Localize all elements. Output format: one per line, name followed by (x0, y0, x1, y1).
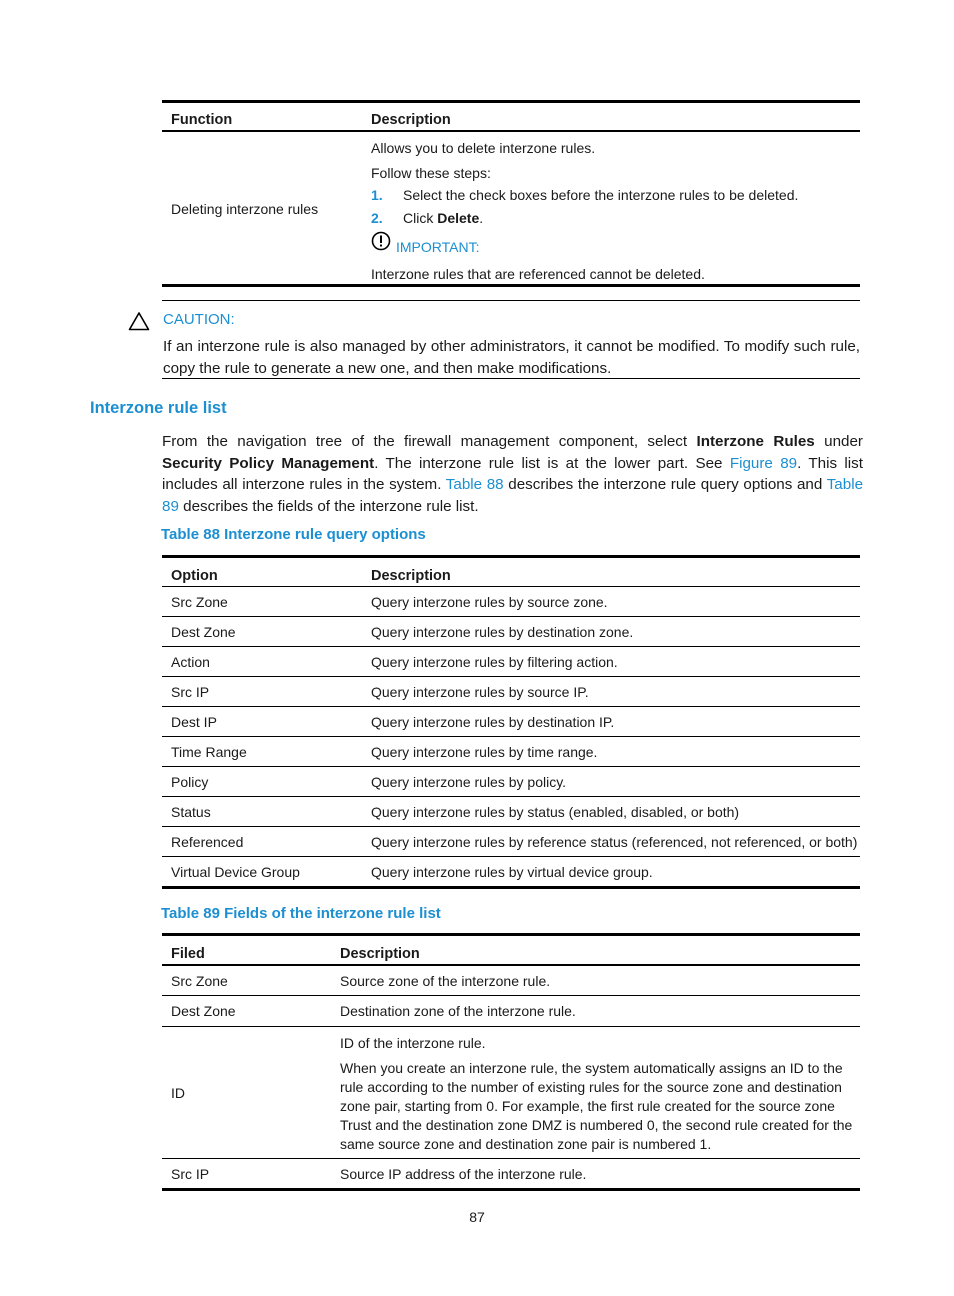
option-cell: Dest Zone (171, 624, 236, 640)
page-number: 87 (469, 1209, 485, 1225)
section-heading: Interzone rule list (90, 399, 227, 417)
option-cell: Policy (171, 774, 209, 790)
caution-top-rule (162, 300, 860, 301)
description-cell: Query interzone rules by reference status (referenced, not referenced, or both) (371, 834, 858, 850)
step-text: Select the check boxes before the interzone rules to be deleted. (403, 187, 799, 203)
table-row (162, 707, 860, 737)
table-header-option: Option (171, 568, 218, 584)
section-paragraph: From the navigation tree of the firewall management component, select Interzone Rules under Security Policy Management. The interzone rule list is at the lower part. See Figure 89. This list includes all interzone rules in the system. Table 88 describes the interzone rule query options and Table 89 describes the fields of the interzone rule list. (162, 433, 864, 515)
table-header-description: Description (340, 946, 420, 962)
table-header-description: Description (371, 568, 451, 584)
important-text: Interzone rules that are referenced cannot be deleted. (371, 266, 705, 282)
description-cell: Query interzone rules by virtual device group. (371, 864, 653, 880)
table-row (162, 647, 860, 677)
table-row (162, 1027, 860, 1159)
field-cell: Dest Zone (171, 1003, 236, 1019)
table-row (162, 996, 860, 1027)
table-89 (162, 933, 860, 1191)
description-cell: Query interzone rules by destination IP. (371, 714, 615, 730)
description-cell: Source IP address of the interzone rule. (340, 1166, 587, 1182)
option-cell: Status (171, 804, 211, 820)
table-row (162, 1159, 860, 1188)
description-cell: Query interzone rules by policy. (371, 774, 567, 790)
caution-icon (128, 311, 150, 336)
description-cell: Query interzone rules by source IP. (371, 684, 589, 700)
description-cell: Query interzone rules by destination zone. (371, 624, 634, 640)
important-label: IMPORTANT: (396, 239, 480, 255)
description-cell: Query interzone rules by filtering action. (371, 654, 618, 670)
table-row (162, 617, 860, 647)
option-cell: Src Zone (171, 594, 228, 610)
option-cell: Virtual Device Group (171, 864, 300, 880)
table-row (162, 797, 860, 827)
caution-bottom-rule (162, 378, 860, 379)
option-cell: Src IP (171, 684, 210, 700)
field-cell: Src IP (171, 1166, 210, 1182)
caution-label: CAUTION: (163, 311, 235, 328)
table-88 (162, 555, 860, 889)
table-row (162, 132, 860, 284)
description-cell: Destination zone of the interzone rule. (340, 1003, 576, 1019)
table-row (162, 966, 860, 996)
description-cell: Query interzone rules by source zone. (371, 594, 608, 610)
option-cell: Action (171, 654, 210, 670)
desc-line: Allows you to delete interzone rules. (371, 140, 596, 156)
caution-text: If an interzone rule is also managed by other administrators, it cannot be modified. To modify such rule, copy the rule to generate a new one, and then make modifications. (163, 338, 860, 377)
table-row (162, 827, 860, 857)
table-89-link[interactable]: Table 89 (162, 476, 864, 515)
description-cell: Source zone of the interzone rule. (340, 973, 551, 989)
description-cell: Query interzone rules by status (enabled, disabled, or both) (371, 804, 740, 820)
table-row (162, 587, 860, 617)
field-cell: ID (171, 1085, 185, 1101)
table-row (162, 677, 860, 707)
table-header-function: Function (171, 112, 233, 128)
description-cell: Query interzone rules by time range. (371, 744, 598, 760)
figure-89-link[interactable]: Figure 89 (729, 454, 798, 472)
function-cell: Deleting interzone rules (171, 201, 319, 217)
deleting-rules-table (162, 100, 860, 287)
table-row (162, 767, 860, 797)
step-number: 2. (371, 210, 383, 226)
description-cell: ID of the interzone rule. (340, 1035, 486, 1051)
option-cell: Dest IP (171, 714, 217, 730)
table-88-link[interactable]: Table 88 (445, 476, 504, 493)
step-number: 1. (371, 187, 383, 203)
table-row (162, 737, 860, 767)
table-89-caption: Table 89 Fields of the interzone rule list (161, 905, 441, 922)
table-88-caption: Table 88 Interzone rule query options (161, 526, 426, 543)
table-header-description: Description (371, 112, 451, 128)
table-header-field: Filed (171, 946, 205, 962)
field-cell: Src Zone (171, 973, 228, 989)
desc-line: Follow these steps: (371, 165, 491, 181)
important-icon (371, 231, 391, 254)
option-cell: Time Range (171, 744, 247, 760)
table-row (162, 857, 860, 886)
option-cell: Referenced (171, 834, 244, 850)
step-text: Click Delete. (403, 210, 484, 226)
description-detail: When you create an interzone rule, the system automatically assigns an ID to the rule according to the number of existing rules for the source zone and destination zone pair, starting from 0. For example, the first rule created for the source zone Trust and the destination zone DMZ is numbered 0, the second rule created for the same source zone and destination zone pair is numbered 1. (340, 1060, 853, 1152)
